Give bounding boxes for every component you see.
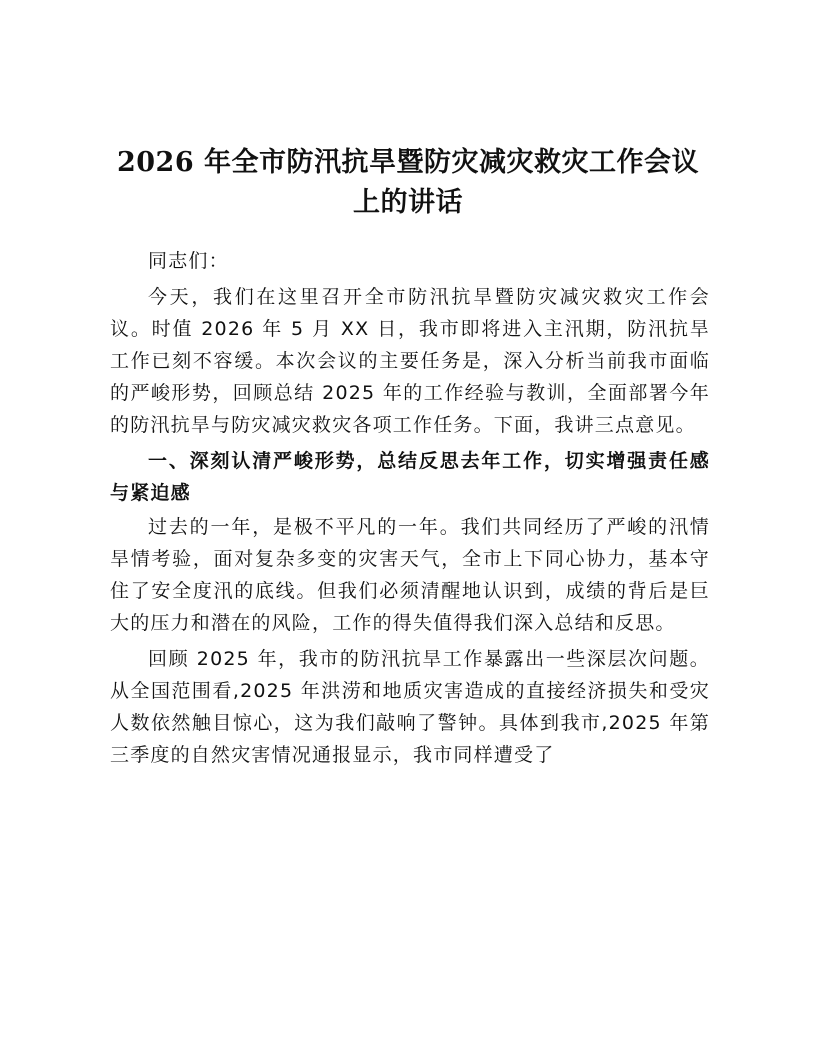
salutation: 同志们： [148, 250, 229, 272]
document-body [110, 245, 710, 775]
document-title [100, 143, 716, 223]
paragraph-intro: 今天，我们在这里召开全市防汛抗旱暨防灾减灾救灾工作会议。时值 2026 年 5 月 XX 日，我市即将进入主汛期，防汛抗旱工作已刻不容缓。本次会议的主要任务是，深入分析当前我市面临的严峻形势，回顾总结 2025 年的工作经验与教训，全面部署今年的防汛抗旱与防灾减灾救灾各项工作任务。下面，我讲三点意见。 [110, 286, 710, 436]
section-heading-1: 一、深刻认清严峻形势，总结反思去年工作，切实增强责任感与紧迫感 [110, 450, 710, 504]
paragraph-review: 过去的一年，是极不平凡的一年。我们共同经历了严峻的汛情旱情考验，面对复杂多变的灾害天气，全市上下同心协力，基本守住了安全度汛的底线。但我们必须清醒地认识到，成绩的背后是巨大的压力和潜在的风险，工作的得失值得我们深入总结和反思。 [110, 516, 710, 634]
title-line-2: 上的讲话 [353, 187, 463, 218]
paragraph-2025: 回顾 2025 年，我市的防汛抗旱工作暴露出一些深层次问题。从全国范围看,2025 年洪涝和地质灾害造成的直接经济损失和受灾人数依然触目惊心，这为我们敲响了警钟。具体到我市,2025 年第三季度的自然灾害情况通报显示，我市同样遭受了 [110, 648, 710, 766]
title-line-1: 2026 年全市防汛抗旱暨防灾减灾救灾工作会议 [116, 147, 700, 178]
